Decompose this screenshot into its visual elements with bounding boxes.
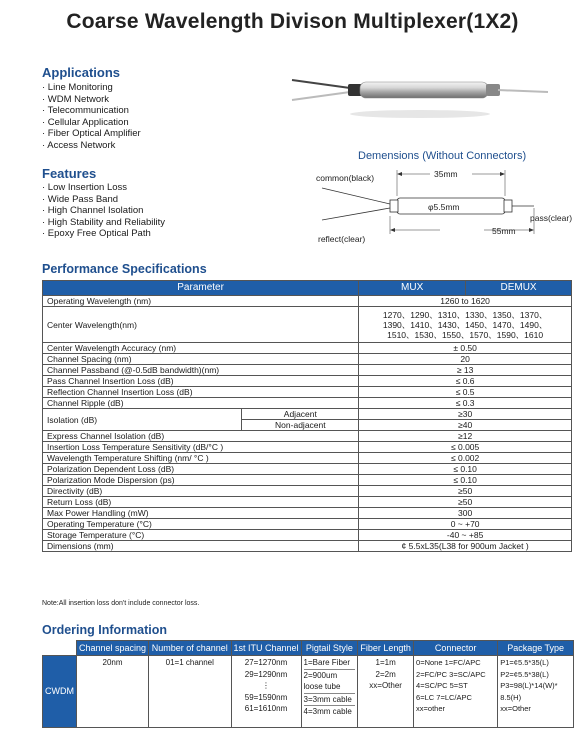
spacing-cell: 20nm <box>77 656 149 728</box>
param-cell: Express Channel Isolation (dB) <box>43 431 359 442</box>
fiber-length-option: xx=Other <box>369 681 402 690</box>
package-option: 8.5(H) <box>500 692 522 702</box>
table-row <box>43 365 572 376</box>
length-35-label: 35mm <box>434 169 458 179</box>
table-row <box>43 508 572 519</box>
value-cell: ≥30 <box>359 409 572 420</box>
common-port-label: common(black) <box>316 173 375 183</box>
table-row <box>43 519 572 530</box>
num-channel-cell: 01=1 channel <box>149 656 231 728</box>
package-option: P2=¢5.5*38(L) <box>500 669 549 679</box>
param-cell: Isolation (dB) <box>43 409 242 431</box>
pigtail-option: 3=3mm cable <box>304 694 356 707</box>
param-cell: Channel Ripple (dB) <box>43 398 359 409</box>
param-cell: Polarization Mode Dispersion (ps) <box>43 475 359 486</box>
value-cell: ≥12 <box>359 431 572 442</box>
col-fiber-length: Fiber Length <box>358 641 414 656</box>
table-row <box>43 453 572 464</box>
value-cell: 20 <box>359 354 572 365</box>
value-cell: ± 0.50 <box>359 343 572 354</box>
param-cell: Channel Passband (@-0.5dB bandwidth)(nm) <box>43 365 359 376</box>
col-mux: MUX <box>359 281 466 296</box>
value-cell: ¢ 5.5xL35(L38 for 900um Jacket ) <box>359 541 572 552</box>
features-heading: Features <box>42 166 97 181</box>
table-row <box>43 497 572 508</box>
product-photo <box>290 68 550 128</box>
list-item: · Access Network <box>42 139 116 151</box>
value-cell: ≤ 0.6 <box>359 376 572 387</box>
value-line: 1510、1530、1550、1570、1590、1610 <box>387 329 544 340</box>
value-cell: 300 <box>359 508 572 519</box>
list-item: · Line Monitoring <box>42 82 113 93</box>
value-cell <box>359 307 572 343</box>
value-line: 1270、1290、1310、1330、1350、1370、 <box>382 309 548 320</box>
table-row <box>43 541 572 552</box>
ordering-heading: Ordering Information <box>42 623 167 637</box>
table-row <box>43 354 572 365</box>
itu-cell <box>231 656 301 728</box>
param-cell: Max Power Handling (mW) <box>43 508 359 519</box>
list-item: · Wide Pass Band <box>42 193 119 205</box>
param-cell: Operating Wavelength (nm) <box>43 296 359 307</box>
fiber-length-cell <box>358 656 414 728</box>
value-cell: ≤ 0.5 <box>359 387 572 398</box>
diameter-label: φ5.5mm <box>428 202 460 212</box>
param-cell: Wavelength Temperature Shifting (nm/ °C ) <box>43 453 359 464</box>
param-cell: Operating Temperature (°C) <box>43 519 359 530</box>
table-row <box>43 431 572 442</box>
fiber-length-option: 2=2m <box>375 669 396 679</box>
list-item: · Telecommunication <box>42 105 129 117</box>
table-row <box>43 398 572 409</box>
param-cell: Center Wavelength Accuracy (nm) <box>43 343 359 354</box>
itu-option: 59=1590nm <box>244 692 288 702</box>
pigtail-option: loose tube <box>304 681 356 694</box>
fiber-length-option: 1=1m <box>375 658 396 667</box>
table-row <box>43 343 572 354</box>
pigtail-option: 2=900um <box>303 670 338 680</box>
param-cell: Dimensions (mm) <box>43 541 359 552</box>
table-row <box>43 464 572 475</box>
list-item: · Epoxy Free Optical Path <box>42 228 151 240</box>
table-row <box>43 486 572 497</box>
col-demux: DEMUX <box>466 281 572 296</box>
value-cell: ≤ 0.10 <box>359 464 572 475</box>
reflect-port-label: reflect(clear) <box>318 234 366 244</box>
connector-cell <box>414 656 498 728</box>
value-cell: 0 ~ +70 <box>359 519 572 530</box>
table-note: Note:All insertion loss don't include connector loss. <box>42 600 200 607</box>
itu-option: 29=1290nm <box>244 669 288 679</box>
performance-heading: Performance Specifications <box>42 262 207 276</box>
param-cell: Storage Temperature (°C) <box>43 530 359 541</box>
list-item: · Cellular Application <box>42 116 129 128</box>
param-cell: Insertion Loss Temperature Sensitivity (dB/°C ) <box>43 442 359 453</box>
value-cell: ≥50 <box>359 497 572 508</box>
col-channel-spacing: Channel spacing <box>77 641 149 656</box>
package-option: P1=¢5.5*35(L) <box>500 658 549 667</box>
col-parameter: Parameter <box>43 281 359 296</box>
table-row <box>43 442 572 453</box>
table-row <box>43 387 572 398</box>
list-item: · Low Insertion Loss <box>42 182 128 193</box>
ordering-table <box>42 640 574 728</box>
value-cell: ≤ 0.002 <box>359 453 572 464</box>
length-55-label: 55mm <box>492 226 516 236</box>
table-row <box>43 530 572 541</box>
col-pigtail-style: Pigtail Style <box>301 641 358 656</box>
value-cell: ≤ 0.10 <box>359 475 572 486</box>
connector-option: 4=SC/PC 5=ST <box>416 681 468 690</box>
col-package-type: Package Type <box>498 641 574 656</box>
pass-port-label: pass(clear) <box>530 213 573 223</box>
applications-heading: Applications <box>42 65 121 80</box>
package-option: P3=98(L)*14(W)* <box>500 681 558 690</box>
col-connector: Connector <box>414 641 498 656</box>
connector-option: 6=LC 7=LC/APC <box>416 692 472 702</box>
list-item: · Fiber Optical Amplifier <box>42 128 141 140</box>
list-item: · WDM Network <box>42 93 110 105</box>
type-cell: CWDM <box>43 656 77 728</box>
sub-param-cell: Non-adjacent <box>242 420 359 431</box>
param-cell: Channel Spacing (nm) <box>43 354 359 365</box>
page-title: Coarse Wavelength Divison Multiplexer(1X2) <box>66 10 519 33</box>
package-cell <box>498 656 574 728</box>
pigtail-cell <box>301 656 358 728</box>
table-header-row <box>43 641 574 656</box>
value-cell: ≥ 13 <box>359 365 572 376</box>
dimensions-heading: Demensions (Without Connectors) <box>358 150 527 162</box>
package-option: xx=Other <box>500 704 531 713</box>
blank-header <box>43 641 77 656</box>
table-row <box>43 307 572 343</box>
value-cell: ≤ 0.3 <box>359 398 572 409</box>
value-line: 1390、1410、1430、1450、1470、1490、 <box>382 319 548 330</box>
table-row <box>43 409 572 420</box>
param-cell: Pass Channel Insertion Loss (dB) <box>43 376 359 387</box>
connector-option: xx=other <box>416 704 446 713</box>
features-list <box>42 182 165 240</box>
param-cell: Center Wavelength(nm) <box>43 307 359 343</box>
itu-option: 61=1610nm <box>244 704 288 713</box>
itu-ellipsis: ⋮ <box>262 681 271 690</box>
itu-option: 27=1270nm <box>244 658 288 667</box>
table-row <box>43 376 572 387</box>
value-cell: ≤ 0.005 <box>359 442 572 453</box>
pigtail-option: 4=3mm cable <box>303 707 352 716</box>
value-cell: ≥40 <box>359 420 572 431</box>
performance-table <box>42 280 572 552</box>
connector-option: 2=FC/PC 3=SC/APC <box>416 669 486 679</box>
applications-list <box>42 82 141 152</box>
col-number-of-channel: Number of channel <box>149 641 231 656</box>
pigtail-option: 1=Bare Fiber <box>304 657 356 670</box>
value-cell: -40 ~ +85 <box>359 530 572 541</box>
table-row <box>43 656 574 728</box>
sub-param-cell: Adjacent <box>242 409 359 420</box>
param-cell: Directivity (dB) <box>43 486 359 497</box>
table-header-row <box>43 281 572 296</box>
col-itu-channel: 1st ITU Channel <box>231 641 301 656</box>
value-cell: 1260 to 1620 <box>359 296 572 307</box>
param-cell: Polarization Dependent Loss (dB) <box>43 464 359 475</box>
table-row <box>43 475 572 486</box>
value-cell: ≥50 <box>359 486 572 497</box>
list-item: · High Channel Isolation <box>42 205 144 217</box>
param-cell: Reflection Channel Insertion Loss (dB) <box>43 387 359 398</box>
param-cell: Return Loss (dB) <box>43 497 359 508</box>
table-row <box>43 296 572 307</box>
connector-option: 0=None 1=FC/APC <box>416 658 481 667</box>
list-item: · High Stability and Reliability <box>42 216 166 228</box>
